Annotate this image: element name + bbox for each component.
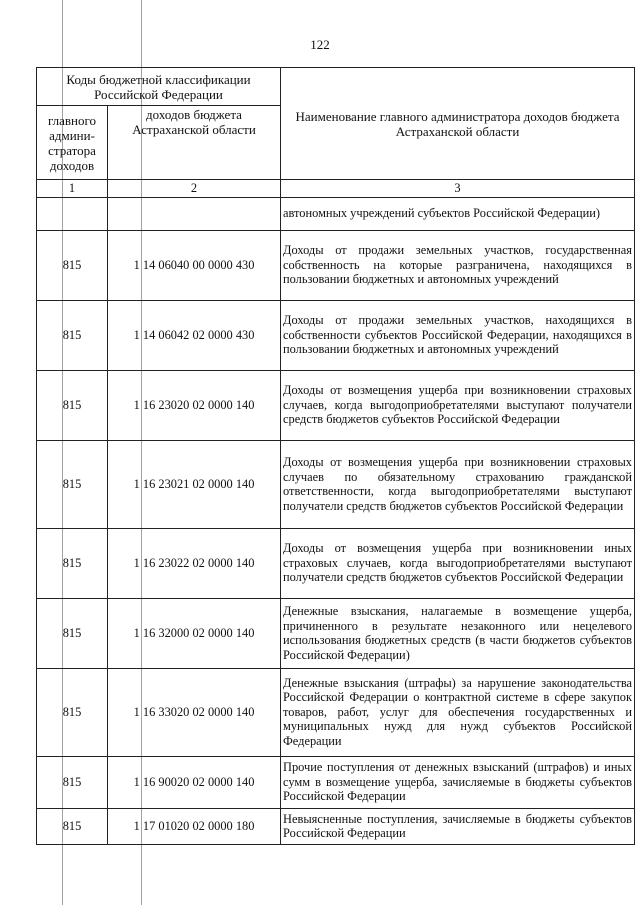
revenue-code: 1 16 23020 02 0000 140 [108,370,281,440]
admin-code: 815 [37,756,108,808]
revenue-name: Денежные взыскания (штрафы) за нарушение законодательства Российской Федерации о контрактной системе в сфере закупок товаров, работ, услуг для обеспечения государственных и муниципальных нужд для нужд субъектов Российской Федерации [281,668,635,756]
revenue-code: 1 14 06040 00 0000 430 [108,230,281,300]
table-row [37,598,635,668]
revenue-name: Доходы от возмещения ущерба при возникновении страховых случаев, когда выгодоприобретателями выступают получатели средств бюджетов субъектов Российской Федерации [281,370,635,440]
table-row [37,300,635,370]
header-admin-name: Наименование главного администратора доходов бюджета Астраханской области [281,68,635,180]
table-row [37,370,635,440]
table-row [37,668,635,756]
table-row [37,528,635,598]
admin-code: 815 [37,440,108,528]
admin-code: 815 [37,598,108,668]
admin-code: 815 [37,300,108,370]
revenue-name: Доходы от продажи земельных участков, находящихся в собственности субъектов Российской Федерации, находящихся в пользовании бюджетных и автономных учреждений [281,300,635,370]
revenue-code: 1 14 06042 02 0000 430 [108,300,281,370]
budget-classification-table [36,67,635,845]
revenue-code [108,197,281,230]
revenue-code: 1 16 23022 02 0000 140 [108,528,281,598]
table-row [37,440,635,528]
revenue-name: автономных учреждений субъектов Российской Федерации) [281,197,635,230]
revenue-name: Невыясненные поступления, зачисляемые в бюджеты субъектов Российской Федерации [281,808,635,844]
page-number: 122 [310,37,330,52]
admin-code: 815 [37,528,108,598]
header-revenue-code: доходов бюджета Астраханской области [108,106,281,180]
table-row [37,756,635,808]
column-number: 2 [108,180,281,198]
revenue-code: 1 16 33020 02 0000 140 [108,668,281,756]
admin-code [37,197,108,230]
admin-code: 815 [37,668,108,756]
header-codes-group: Коды бюджетной классификации Российской Федерации [37,68,281,106]
header-main-admin: главного админи- стратора доходов [37,106,108,180]
revenue-code: 1 16 23021 02 0000 140 [108,440,281,528]
admin-code: 815 [37,808,108,844]
column-number: 3 [281,180,635,198]
revenue-name: Прочие поступления от денежных взысканий (штрафов) и иных сумм в возмещение ущерба, зачисляемые в бюджеты субъектов Российской Федерации [281,756,635,808]
admin-code: 815 [37,370,108,440]
revenue-code: 1 16 32000 02 0000 140 [108,598,281,668]
table-row [37,230,635,300]
revenue-name: Денежные взыскания, налагаемые в возмещение ущерба, причиненного в результате незаконного или нецелевого использования бюджетных средств (в части бюджетов субъектов Российской Федерации) [281,598,635,668]
admin-code: 815 [37,230,108,300]
revenue-code: 1 16 90020 02 0000 140 [108,756,281,808]
revenue-name: Доходы от возмещения ущерба при возникновении иных страховых случаев, когда выгодоприобретателями выступают получатели средств бюджетов субъектов Российской Федерации [281,528,635,598]
table-row [37,197,635,230]
revenue-name: Доходы от возмещения ущерба при возникновении страховых случаев по обязательному страхованию гражданской ответственности, когда выгодоприобретателями выступают получатели средств бюджетов субъектов Российской Федерации [281,440,635,528]
revenue-name: Доходы от продажи земельных участков, государственная собственность на которые разграничена, находящихся в пользовании бюджетных и автономных учреждений [281,230,635,300]
column-number-row [37,180,635,198]
revenue-code: 1 17 01020 02 0000 180 [108,808,281,844]
table-row [37,808,635,844]
column-number: 1 [37,180,108,198]
